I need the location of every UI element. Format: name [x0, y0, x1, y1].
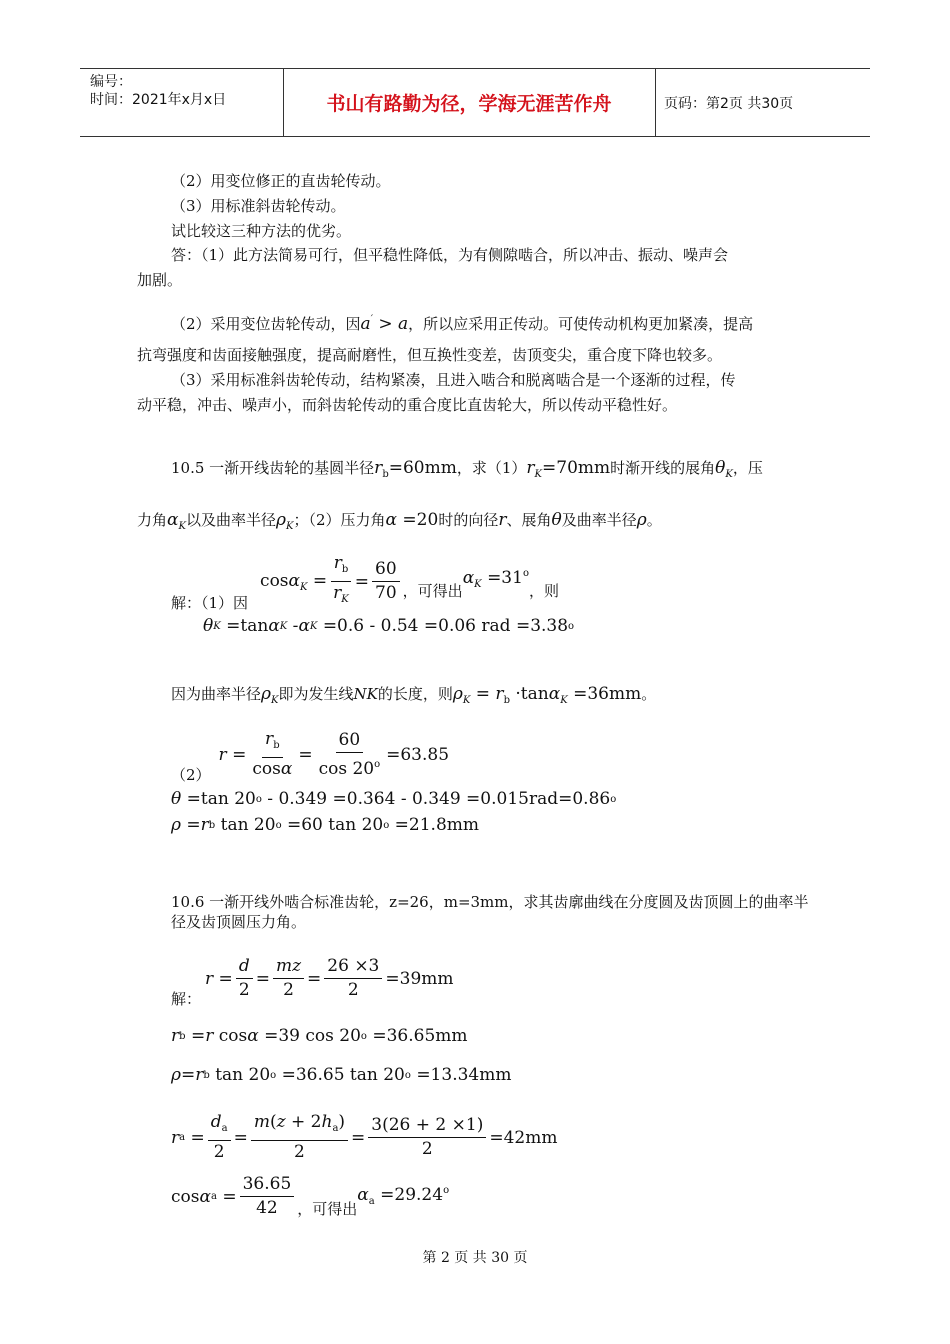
page-footer: 第 2 页 共 30 页 — [422, 1250, 528, 1266]
text-fragment: ，求（1） — [456, 459, 527, 477]
math-value: =0.6 - 0.54 =0.06 rad =3.38 — [322, 616, 569, 636]
body-line: 加剧。 — [137, 271, 183, 289]
equation-rho: ρ = r b tan 20 o =60 tan 20 o =21.8mm — [171, 815, 480, 835]
text-fragment: ，则 — [528, 582, 559, 600]
math-value: =31 — [487, 567, 523, 588]
math-value: 42 — [256, 1198, 278, 1218]
text-fragment: ，可得出 — [402, 582, 463, 600]
fraction: $\frac{d_a}{2}$ — [208, 1112, 231, 1163]
math-inline: θ — [551, 510, 562, 530]
equation-r: （2） r = $\frac{r_b}{\cos\alpha}$ = $\frac{60}{\cos 20^o}$ =63.85 — [171, 729, 450, 784]
math-value: 26 ×3 — [324, 956, 382, 979]
body-line: 动平稳，冲击、噪声小，而斜齿轮传动的重合度比直齿轮大，所以传动平稳性好。 — [137, 396, 678, 414]
math-inline: $\rho_K$ — [261, 684, 279, 706]
header-meta — [90, 73, 226, 109]
text-fragment: ，可得出 — [297, 1200, 358, 1218]
text-fragment: NK — [353, 685, 378, 703]
math-value: 36.65 — [240, 1174, 295, 1197]
math-value: =60 tan 20 — [287, 815, 384, 835]
fraction: $\frac{mz}{2}$ — [273, 956, 304, 1001]
math-inline: $\theta_K$ — [715, 458, 733, 480]
text-fragment: 时渐开线的展角 — [610, 459, 716, 477]
math-value: =tan — [226, 616, 269, 636]
problem-10-6 — [171, 892, 817, 932]
body-line: 答：（1）此方法简易可行，但平稳性降低，为有侧隙啮合，所以冲击、振动、噪声会 — [171, 246, 729, 264]
body-line — [171, 310, 851, 334]
text-fragment: 。 — [641, 685, 657, 703]
math-inline: $r_K=70mm$ — [526, 458, 611, 480]
text-fragment: 因为曲率半径 — [171, 685, 262, 703]
fraction: $\frac{m(z + 2h_a)}{2}$ — [251, 1112, 348, 1163]
body-line: 试比较这三种方法的优劣。 — [171, 222, 352, 240]
math-value: 70 — [375, 583, 397, 603]
problem-10-5-line2 — [137, 510, 817, 537]
math-value: tan 20 — [220, 815, 276, 835]
text-fragment: ，压 — [732, 459, 763, 477]
problem-10-5-line1 — [171, 458, 851, 485]
text-fragment: 力角 — [137, 511, 168, 529]
math-value: tan 20 — [215, 1065, 271, 1085]
text-fragment: 10.5 一渐开线齿轮的基圆半径 — [171, 459, 375, 477]
math-value: 60 — [372, 559, 400, 582]
math-value: - 0.349 =0.364 - 0.349 =0.015rad=0.86 — [267, 789, 611, 809]
equation-rho-pitch: ρ = r b tan 20 o =36.65 tan 20 o =13.34mm — [171, 1065, 512, 1085]
math-value: =20 — [402, 510, 439, 530]
math-expr: $\alpha_K =31^o$ — [462, 567, 529, 590]
math-value: =70mm — [542, 458, 611, 478]
body-line: （2）用变位修正的直齿轮传动。 — [171, 172, 391, 190]
math-expr: cosα$_K$ = — [260, 570, 328, 593]
math-value: =42mm — [489, 1127, 558, 1148]
math-value: =36.65 tan 20 — [281, 1065, 405, 1085]
math-value: =29.24 — [380, 1184, 444, 1205]
math-inline: $\alpha_K$ — [167, 510, 186, 532]
math-value: =39mm — [385, 968, 454, 989]
text-fragment: 的长度，则 — [377, 685, 453, 703]
fraction: $\frac{3(26 + 2 \times 1)}{2}$ — [368, 1115, 486, 1160]
body-line: （3）用标准斜齿轮传动。 — [171, 197, 346, 215]
text-fragment: ，所以应采用正传动。可使传动机构更加紧凑，提高 — [408, 315, 754, 333]
text-fragment: ；（2）压力角 — [293, 511, 386, 529]
math-inline: $\rho_K = r_b \cdot\tan\alpha_K =36mm$ — [452, 684, 642, 706]
math-expr: $\alpha_a =29.24^o$ — [357, 1184, 450, 1207]
equation-alpha-a: cos α a = $\frac{36.65}{42}$ ，可得出 $\alpha_a =29.24^o$ — [171, 1174, 450, 1218]
text-fragment: （2）采用变位齿轮传动，因 — [171, 315, 361, 333]
curvature-line — [171, 684, 851, 711]
text-fragment: 。 — [646, 511, 662, 529]
page-header — [80, 68, 870, 137]
math-value: cos — [252, 759, 281, 779]
fraction: $\frac{60}{\cos 20^o}$ — [318, 729, 381, 779]
fraction — [372, 559, 400, 604]
text-fragment: （2） — [171, 766, 211, 784]
text-fragment: 即为发生线 — [278, 685, 354, 703]
equation-r-pitch: 解： r = $\frac{d}{2}$ = $\frac{mz}{2}$ = $\frac{26 \times 3}{2}$ =39mm — [171, 956, 454, 1008]
date-label: 时间：2021年x月x日 — [90, 92, 227, 108]
math-value: =21.8mm — [394, 815, 480, 835]
math-value: =39 cos 20 — [264, 1026, 361, 1046]
equation-cos-alpha-k: 解：（1）因 cosα$_K$ = $\frac{r_b}{r_K}$ = $\frac{60}{70}$ ，可得出 $\alpha_K =31^o$ ，则 — [171, 553, 559, 612]
math-value: =36mm — [573, 684, 642, 704]
math-value: =60mm — [388, 458, 457, 478]
text-fragment: 10.6 一渐开线外啮合标准齿轮，z=26，m=3mm，求其齿廓曲线在分度圆及齿顶圆上的曲率半径及齿顶圆压力角。 — [171, 893, 809, 931]
text-fragment: 解： — [171, 990, 202, 1008]
math-inline: r — [498, 510, 507, 530]
math-inline: α =20 — [385, 510, 439, 530]
body-line: 抗弯强度和齿面接触强度，提高耐磨性，但互换性变差，齿顶变尖，重合度下降也较多。 — [137, 346, 723, 364]
math-value: =13.34mm — [416, 1065, 512, 1085]
math-value: =36.65mm — [372, 1026, 468, 1046]
math-inline: $\rho_K$ — [276, 510, 294, 532]
equation-theta: θ =tan 20 o - 0.349 =0.364 - 0.349 =0.015rad=0.86 o — [171, 789, 617, 809]
header-divider — [655, 69, 656, 136]
text-fragment: 、展角 — [506, 511, 552, 529]
fraction: $\frac{r_b}{r_K}$ — [330, 553, 352, 610]
equation-theta-k: θ K =tan α K - α K =0.6 - 0.54 =0.06 rad =3.38 o — [203, 616, 575, 636]
code-label: 编号： — [90, 74, 132, 90]
math-inline: a′ > a — [360, 314, 409, 334]
math-value: ·tan — [515, 684, 549, 704]
math-value: cos 20 — [318, 758, 375, 779]
math-value: 3(26 + 2 ×1) — [368, 1115, 486, 1138]
math-value: cos — [260, 570, 289, 591]
fraction: $\frac{26 \times 3}{2}$ — [324, 956, 382, 1001]
equation-rb: r b = r cos α =39 cos 20 o =36.65mm — [171, 1026, 468, 1046]
text-fragment: 及曲率半径 — [561, 511, 637, 529]
math-value: 60 — [336, 730, 364, 753]
math-value: =63.85 — [386, 744, 450, 765]
equation-ra: r a = $\frac{d_a}{2}$ = $\frac{m(z + 2h_a)}{2}$ = $\frac{3(26 + 2 \times 1)}{2}$ =42mm — [171, 1112, 558, 1162]
math-inline: $r_b=60mm$ — [374, 458, 457, 480]
math-inline: ρ — [636, 510, 647, 530]
fraction: $\frac{r_b}{\cos\alpha}$ — [252, 729, 293, 779]
text-fragment: 时的向径 — [438, 511, 499, 529]
text-fragment: 以及曲率半径 — [185, 511, 276, 529]
text-fragment: 解：（1）因 — [171, 594, 249, 612]
body-line: （3）采用标准斜齿轮传动，结构紧凑，且进入啮合和脱离啮合是一个逐渐的过程，传 — [171, 371, 736, 389]
math-value: =tan 20 — [186, 789, 256, 809]
fraction: $\frac{d}{2}$ — [236, 956, 253, 1001]
header-page-info: 页码：第2页 共30页 — [664, 95, 794, 112]
header-motto: 书山有路勤为径，学海无涯苦作舟 — [326, 93, 612, 115]
fraction — [240, 1174, 295, 1219]
math-value: cos — [218, 1026, 248, 1046]
